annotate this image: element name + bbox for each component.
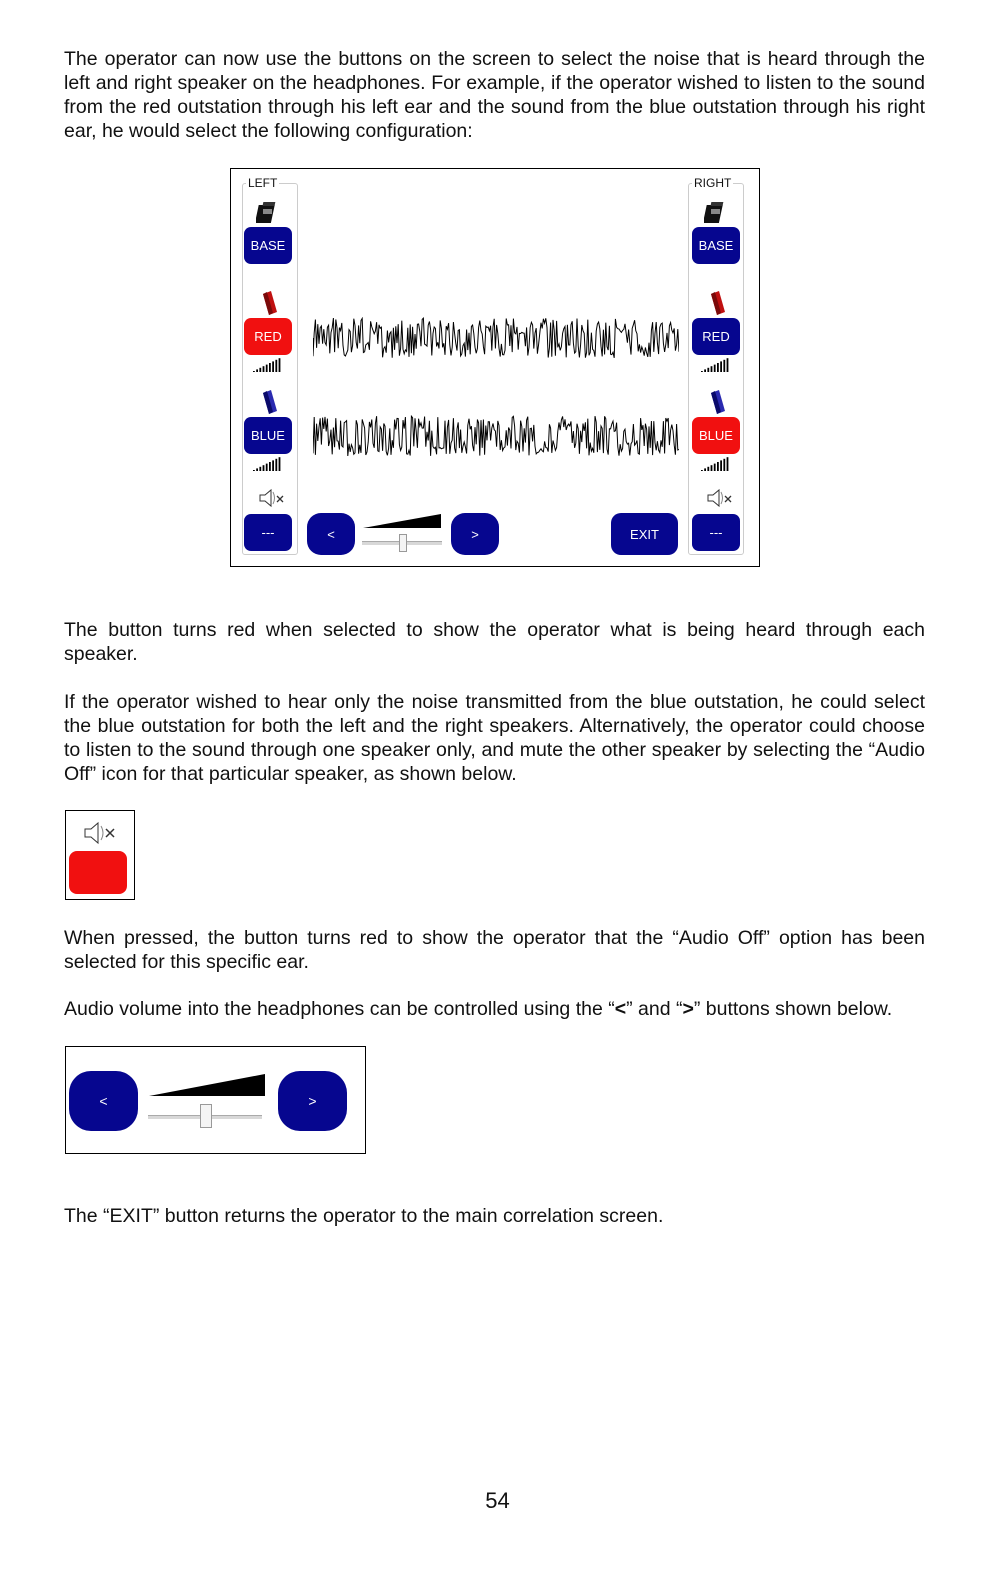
volume-ramp-icon (148, 1073, 266, 1097)
right-blue-button[interactable]: BLUE (692, 417, 740, 454)
volume-text-1: Audio volume into the headphones can be controlled using the “ (64, 998, 615, 1020)
right-group-label: RIGHT (694, 176, 732, 190)
red-outstation-icon (707, 290, 727, 316)
audio-off-icon (257, 487, 287, 509)
headphone-config-figure (230, 168, 760, 567)
left-group-label: LEFT (248, 176, 278, 190)
volume-text-2: ” and “ (626, 998, 683, 1020)
volume-gt-symbol: > (682, 998, 694, 1020)
blue-outstation-icon (259, 389, 279, 415)
volume-down-button[interactable]: < (69, 1071, 138, 1131)
blue-waveform (313, 415, 679, 457)
volume-ramp-icon (362, 513, 442, 529)
red-selected-paragraph: The button turns red when selected to show the operator what is being heard through each speaker. (64, 619, 925, 665)
right-red-button[interactable]: RED (692, 318, 740, 355)
exit-paragraph: The “EXIT” button returns the operator to the main correlation screen. (64, 1205, 664, 1227)
audio-off-icon (705, 487, 735, 509)
right-mute-button[interactable]: --- (692, 514, 740, 551)
blue-outstation-icon (707, 389, 727, 415)
left-base-button[interactable]: BASE (244, 227, 292, 264)
left-blue-button[interactable]: BLUE (244, 417, 292, 454)
volume-text-3: ” buttons shown below. (693, 998, 893, 1020)
right-base-button[interactable]: BASE (692, 227, 740, 264)
volume-lt-symbol: < (614, 998, 627, 1020)
right-red-signal-icon (699, 357, 735, 373)
left-red-button[interactable]: RED (244, 318, 292, 355)
volume-up-button[interactable]: > (278, 1071, 347, 1131)
audio-off-icon (82, 819, 118, 847)
right-blue-signal-icon (699, 456, 735, 472)
exit-button[interactable]: EXIT (611, 513, 678, 555)
left-blue-signal-icon (251, 456, 287, 472)
intro-paragraph: The operator can now use the buttons on the screen to select the noise that is heard through the left and right speaker on the headphones. For example, if the operator wished to listen to the sound from the red outstation through his left ear and the sound from the blue outstation through his right ear, he would select the following configuration: (64, 48, 925, 142)
volume-slider-thumb[interactable] (200, 1104, 212, 1128)
volume-control-figure (65, 1046, 366, 1154)
audio-off-button-pressed[interactable] (69, 851, 127, 894)
left-red-signal-icon (251, 357, 287, 373)
volume-slider-thumb[interactable] (399, 534, 407, 552)
page-number: 54 (485, 1488, 510, 1513)
base-station-icon (704, 199, 730, 225)
red-outstation-icon (259, 290, 279, 316)
volume-down-button[interactable]: < (307, 513, 355, 555)
red-waveform (313, 317, 679, 359)
blue-only-paragraph: If the operator wished to hear only the noise transmitted from the blue outstation, he could select the blue outstation for both the left and the right speakers. Alternatively, the operator could choose to listen to the sound through one speaker only, and mute the other speaker by selecting the “Audio Off” icon for that particular speaker, as shown below. (64, 691, 925, 785)
volume-paragraph (64, 997, 925, 1021)
audio-off-figure (65, 810, 135, 900)
base-station-icon (256, 199, 282, 225)
volume-up-button[interactable]: > (451, 513, 499, 555)
pressed-paragraph: When pressed, the button turns red to show the operator that the “Audio Off” option has been selected for this specific ear. (64, 927, 925, 973)
left-mute-button[interactable]: --- (244, 514, 292, 551)
